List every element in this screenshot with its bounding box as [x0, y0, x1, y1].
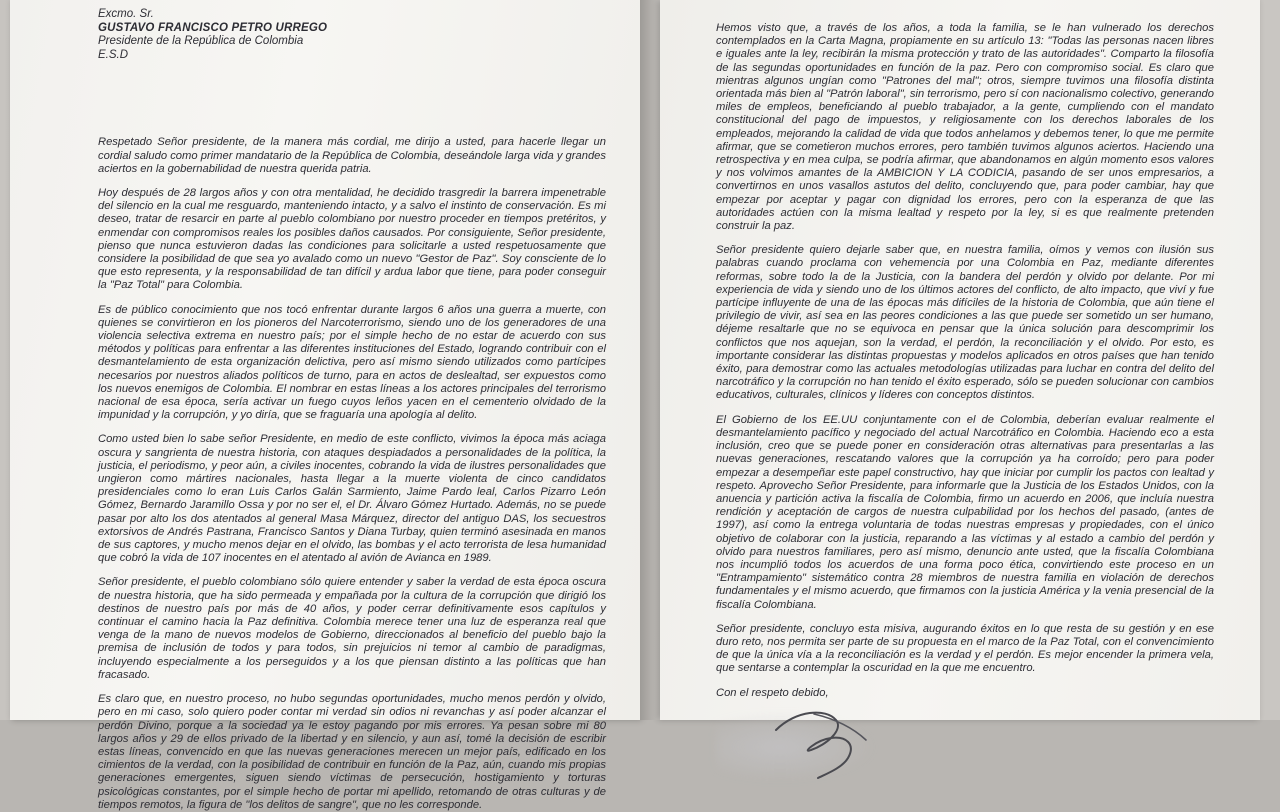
handwritten-signature — [756, 700, 886, 780]
letter-page-2 — [660, 0, 1260, 720]
paragraph: Hoy después de 28 largos años y con otra mentalidad, he decidido trasgredir la barrera impenetrable del silencio en la cual me resguardo, manteniendo intacto, y a salvo el instinto de conservación. Es mi deseo, tratar de resarcir en parte al pueblo colombiano por nuestro proceder en tiempos pretéritos, y enmendar con compromisos reales los posibles daños causados. Por consiguiente, Señor presidente, pienso que nunca estuvieron dadas las condiciones para solicitarle a usted respetuosamente que considere la posibilidad de que sea yo avalado como un nuevo "Gestor de Paz". Soy consciente de lo que esto representa, y la responsabilidad de tan difícil y ardua labor que tiene, para poder conseguir la "Paz Total" para Colombia. — [98, 186, 606, 292]
salutation: Excmo. Sr. — [98, 8, 154, 20]
paragraph: Hemos visto que, a través de los años, a toda la familia, se le han vulnerado los derechos contemplados en la Carta Magna, propiamente en su artículo 13: "Todas las personas nacen libres e iguales ante la ley, recibirán la misma protección y trato de las autoridades". Comparto la filosofía de las segundas oportunidades en función de la paz. Pero con compromiso social. Es claro que mientras algunos ungían como "Patrones del mal"; otros, siempre tuvimos una filosofía distinta orientada más bien al "Patrón laboral", sin terrorismo, pero sí con nacionalismo colectivo, generando miles de empleos, beneficiando al pueblo trabajador, a la gente, cumpliendo con el mandato constitucional del pago de impuestos, y religiosamente con los derechos laborales de los empleados, mejorando la calidad de vida que todos anhelamos y debemos tener, lo que me permite afirmar, que se cometieron muchos errores, pero también tuvimos algunos aciertos. Haciendo una retrospectiva y en mea culpa, se podría afirmar, que abandonamos en algún momento esos valores y nos volvimos amantes de la AMBICION Y LA CODICIA, pasando de ser unos empresarios, a convertirnos en unos vasallos astutos del delito, concluyendo que, para poder cambiar, hay que empezar por aceptar y pagar con dignidad los errores, pero con la esperanza de que las autoridades actúen con la misma lealtad y respeto por la ley, si es que realmente pretenden construir la paz. — [716, 22, 1214, 233]
paragraph: Señor presidente, el pueblo colombiano sólo quiere entender y saber la verdad de esta época oscura de nuestra historia, que ha sido permeada y empañada por la cultura de la corrupción que dirigió los destinos de nuestro país por más de 40 años, y poder cerrar definitivamente esos capítulos y continuar el camino hacia la Paz definitiva. Colombia merece tener una luz de esperanza real que venga de la mano de nuevos modelos de Gobierno, direccionados al beneficio del pueblo bajo la premisa de inclusión de todos y para todos, sin prejuicios ni temor al cambio de paradigmas, incluyendo especialmente a los perseguidos y a los que piensan distinto a las políticas que han fracasado. — [98, 576, 606, 681]
addressee-esd: E.S.D — [98, 48, 129, 61]
paragraph: Es de público conocimiento que nos tocó enfrentar durante largos 6 años una guerra a muerte, con quienes se convirtieron en los pioneros del Narcoterrorismo, siendo uno de los generadores de una violencia selectiva extrema en nuestro país; por el simple hecho de no estar de acuerdo con sus métodos y políticas para enfrentar a las diferentes instituciones del Estado, logrando contribuir con el desmantelamiento de esta organización delictiva, pero así mismo siendo utilizados como partícipes necesarios por nuestros aliados políticos de turno, para en actos de deslealtad, ser expuestos como los nuevos enemigos de Colombia. El nombrar en estas líneas a los actores principales del terrorismo nacional de esa época, sería activar un fuego cuyos leños yacen en el cementerio olvidado de la impunidad y la corrupción, y yo diría, que se fraguaría una apología al delito. — [98, 303, 606, 422]
addressee-name: GUSTAVO FRANCISCO PETRO URREGO — [98, 21, 328, 34]
addressee-title: Presidente de la República de Colombia — [98, 35, 304, 48]
paragraph: Respetado Señor presidente, de la manera más cordial, me dirijo a usted, para hacerle llegar un cordial saludo como primer mandatario de la República de Colombia, deseándole larga vida y grandes aciertos en la gobernabilidad de nuestra querida patria. — [98, 136, 606, 175]
paragraph: Señor presidente, concluyo esta misiva, augurando éxitos en lo que resta de su gestión y en ese duro reto, nos permita ser parte de su propuesta en el marco de la Paz Total, con el convencimiento de que la única vía a la reconciliación es la verdad y el perdón. Es mejor encender la primera vela, que sentarse a contemplar la oscuridad en la que me encuentro. — [716, 622, 1214, 675]
paragraph: Señor presidente quiero dejarle saber que, en nuestra familia, oímos y vemos con ilusión sus palabras cuando proclama con vehemencia por una Colombia en Paz, mediante diferentes reformas, sobre todo la de la Justicia, con la bandera del perdón y olvido por delante. Por mi experiencia de vida y siendo uno de los últimos actores del conflicto, de alto impacto, que viví y fue partícipe influyente de una de las épocas más difíciles de la historia de Colombia, que aún tiene el privilegio de vivir, así sea en las peores condiciones a las que puede ser sometido un ser humano, déjeme resaltarle que no se equivoca en pensar que la única solución para descomprimir los conflictos que nos aquejan, son la verdad, el perdón, la reconciliación y el olvido. Por esto, es importante considerar las distintas propuestas y modelos aplicados en otros países que han tenido éxito, para demostrar como las actuales metodologías utilizadas para luchar en contra del delito del narcotráfico y la corrupción no han tenido el éxito esperado, sólo se pueden solucionar con cambios educativos, culturales, clínicos y líderes con conceptos distintos. — [716, 244, 1214, 402]
letter-page-1 — [10, 0, 640, 811]
signature-block — [716, 706, 1214, 786]
paragraph: Como usted bien lo sabe señor Presidente, en medio de este conflicto, vivimos la época más aciaga oscura y sangrienta de nuestra historia, con ataques despiadados a personalidades de la política, la justicia, el periodismo, y peor aún, a civiles inocentes, cobrando la vida de ilustres personalidades que ungieron como mártires nacionales, hasta llegar a la muerte violenta de cinco candidatos presidenciales como lo eran Luis Carlos Galán Sarmiento, Jaime Pardo leal, Carlos Pizarro León Gómez, Bernardo Jaramillo Ossa y por no ser el, el Dr. Álvaro Gómez Hurtado. Además, no se puede pasar por alto los dos atentados al general Masa Márquez, director del antiguo DAS, los secuestros extorsivos de Andrés Pastrana, Francisco Santos y Diana Turbay, quien terminó asesinada en manos de sus captores, y mucho menos dejar en el olvido, las bombas y el acto terrorista de lesa humanidad que cobró la vida de 107 inocentes en el atentado al avión de Avianca en 1989. — [98, 433, 606, 565]
paragraph: Es claro que, en nuestro proceso, no hubo segundas oportunidades, mucho menos perdón y olvido, pero en mi caso, solo quiero poder contar mi verdad sin odios ni revanchas y así poder alcanzar el perdón Divino, porque a la sociedad ya le estoy pagando por mis errores. Ya pesan sobre mi 80 largos años y 29 de ellos privado de la libertad y en silencio, y aun así, tomé la decisión de escribir estas líneas, convencido en que las nuevas generaciones merecen un mejor país, edificado en los cimientos de la verdad, con la posibilidad de contribuir en función de la Paz, aún, cuando mis propias generaciones emergentes, siguen siendo víctimas de persecución, hostigamiento y torturas psicológicas constantes, por el simple hecho de portar mi apellido, retomando de otras culturas y de tiempos remotos, la figura de "los delitos de sangre", que no les corresponde. — [98, 693, 606, 811]
page-gap — [640, 0, 660, 720]
paragraph: El Gobierno de los EE.UU conjuntamente con el de Colombia, deberían evaluar realmente el desmantelamiento pacífico y negociado del actual Narcotráfico en Colombia. Haciendo eco a esta inclusión, creo que se puede poner en consideración otras alternativas para presentarlas a las nuevas generaciones, rescatando valores que la corrupción ya ha corroído; pero para poder empezar a desempeñar este papel constructivo, hay que iniciar por cumplir los pactos con lealtad y respeto. Aprovecho Señor Presidente, para informarle que la Justicia de los Estados Unidos, con la anuencia y partición activa la fiscalía de Colombia, firmo un acuerdo en 2006, que incluía nuestra rendición y aceptación de cargos de nuestra culpabilidad por los hechos del pasado, (antes de 1997), así como la entrega voluntaria de todas nuestras empresas y propiedades, con el único objetivo de colaborar con la justicia, reparando a las víctimas y al estado a cambio del perdón y olvido para nuestros familiares, pero así mismo, denuncio ante usted, que la fiscalía Colombiana nos incumplió todos los acuerdos de una forma poco ética, convirtiendo este proceso en un "Entrampamiento" sistemático contra 28 miembros de nuestra familia en violación de derechos fundamentales y el mismo acuerdo, que firmamos con la justicia América y la venia presencial de la fiscalía Colombiana. — [716, 413, 1214, 611]
closing-line: Con el respeto debido, — [716, 686, 829, 699]
addressee-block — [98, 8, 606, 62]
